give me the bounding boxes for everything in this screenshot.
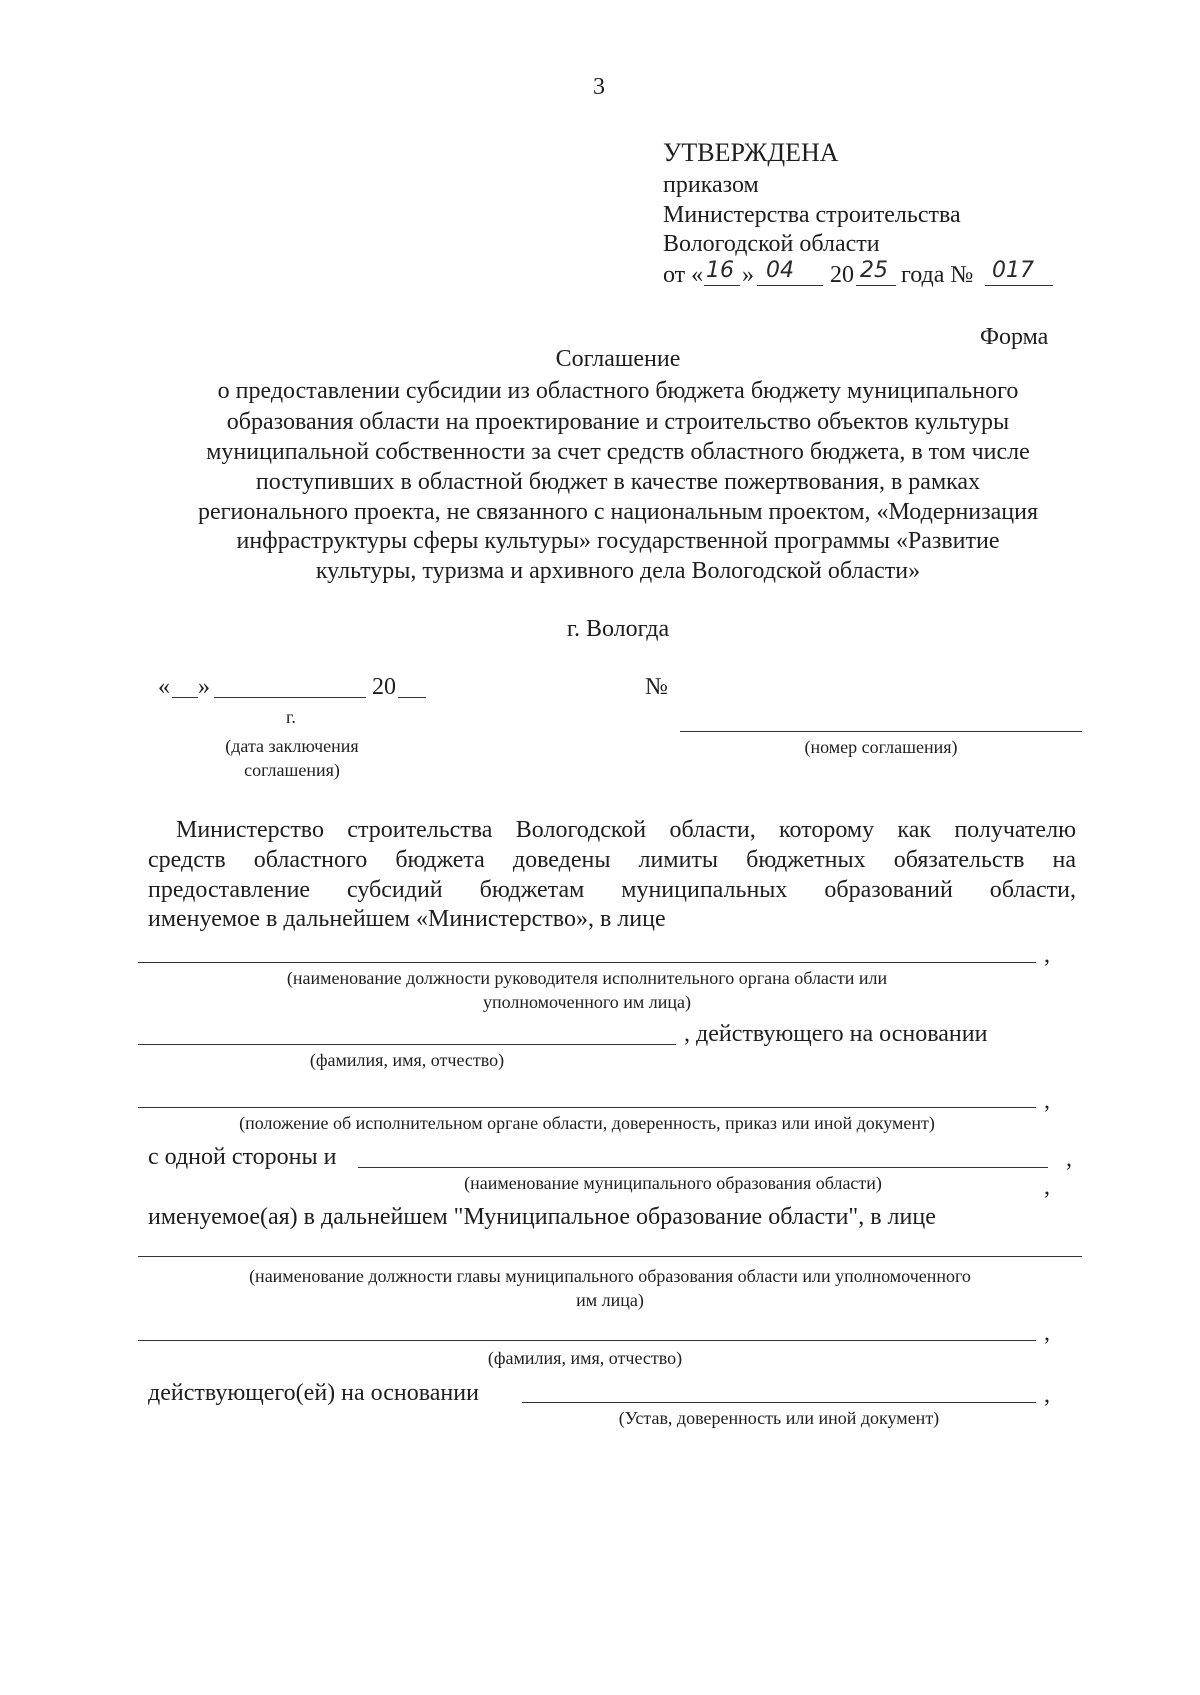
- approval-from-label: от «: [663, 262, 704, 288]
- body-line: Министерство строительства Вологодской области, которому как получателю: [176, 817, 1076, 843]
- approval-title: УТВЕРЖДЕНА: [663, 138, 839, 167]
- comma: ,: [1044, 1088, 1050, 1114]
- fio-blank: [138, 1044, 676, 1045]
- charter-blank: [522, 1402, 1036, 1403]
- position-blank: [138, 962, 1036, 963]
- number-underline: [985, 285, 1053, 286]
- agreement-heading: Соглашение: [555, 346, 681, 372]
- date-open-quote: «: [158, 674, 170, 700]
- agreement-number-blank: [680, 731, 1082, 732]
- acting-on-basis-2: действующего(ей) на основании: [148, 1380, 479, 1406]
- head-position-blank: [138, 1256, 1082, 1257]
- one-side-label: с одной стороны и: [148, 1144, 337, 1170]
- month-handwritten: 04: [766, 258, 794, 283]
- title-line: поступивших в областной бюджет в качестве пожертвования, в рамках: [255, 469, 981, 495]
- date-year-prefix: 20: [372, 674, 396, 700]
- year-handwritten: 25: [860, 258, 888, 283]
- comma: ,: [1044, 942, 1050, 968]
- approval-line-order: приказом: [663, 172, 759, 198]
- charter-caption: (Устав, доверенность или иной документ): [618, 1408, 940, 1428]
- head-fio-blank: [138, 1340, 1036, 1341]
- approval-line-region: Вологодской области: [663, 231, 880, 257]
- year-underline: [856, 285, 896, 286]
- body-line: средств областного бюджета доведены лимиты бюджетных обязательств на: [148, 847, 1076, 873]
- comma: ,: [1044, 1174, 1050, 1200]
- acting-on-basis: , действующего на основании: [684, 1021, 988, 1047]
- head-position-caption: (наименование должности главы муниципального образования области или уполномоченного: [249, 1266, 971, 1286]
- title-line: инфраструктуры сферы культуры» государственной программы «Развитие: [236, 528, 1000, 554]
- body-line: предоставление субсидий бюджетам муниципальных образований области,: [148, 877, 1076, 903]
- fio-caption: (фамилия, имя, отчество): [309, 1050, 505, 1070]
- comma: ,: [1066, 1146, 1072, 1172]
- city: г. Вологда: [566, 616, 670, 642]
- number-caption: (номер соглашения): [804, 737, 958, 757]
- approval-year-label: года №: [901, 262, 974, 288]
- title-line: о предоставлении субсидии из областного бюджета бюджету муниципального: [217, 378, 1019, 404]
- comma: ,: [1044, 1382, 1050, 1408]
- number-symbol: №: [645, 674, 668, 700]
- head-fio-caption: (фамилия, имя, отчество): [487, 1348, 683, 1368]
- document-blank: [138, 1107, 1036, 1108]
- title-line: регионального проекта, не связанного с национальным проектом, «Модернизация: [197, 499, 1038, 525]
- approval-quote-close: »: [742, 262, 754, 288]
- order-number-handwritten: 017: [992, 258, 1034, 283]
- date-year-suffix: г.: [286, 707, 296, 727]
- title-line: муниципальной собственности за счет средств областного бюджета, в том числе: [206, 439, 1030, 465]
- date-close-quote: »: [198, 674, 210, 700]
- approval-year-prefix: 20: [830, 262, 854, 288]
- page-number: 3: [593, 74, 605, 100]
- document-caption: (положение об исполнительном органе области, доверенность, приказ или иной документ): [239, 1113, 935, 1133]
- position-caption: уполномоченного им лица): [482, 992, 692, 1012]
- form-label: Форма: [980, 324, 1049, 350]
- body-line: именуемое в дальнейшем «Министерство», в лице: [148, 906, 666, 932]
- date-month-blank: [214, 697, 366, 698]
- municipality-caption: (наименование муниципального образования области): [464, 1173, 882, 1193]
- title-line: образования области на проектирование и строительство объектов культуры: [226, 409, 1010, 435]
- date-day-blank: [172, 697, 198, 698]
- day-handwritten: 16: [706, 258, 734, 283]
- day-underline: [704, 285, 740, 286]
- position-caption: (наименование должности руководителя исполнительного органа области или: [286, 968, 888, 988]
- date-caption: (дата заключения: [225, 736, 359, 756]
- comma: ,: [1044, 1320, 1050, 1346]
- head-position-caption: им лица): [576, 1290, 644, 1310]
- title-line: культуры, туризма и архивного дела Вологодской области»: [315, 558, 921, 584]
- named-municipality: именуемое(ая) в дальнейшем "Муниципальное образование области", в лице: [148, 1204, 936, 1230]
- date-caption: соглашения): [244, 760, 340, 780]
- month-underline: [757, 285, 823, 286]
- date-year-blank: [398, 697, 426, 698]
- municipality-blank: [358, 1167, 1048, 1168]
- approval-line-ministry: Министерства строительства: [663, 202, 961, 228]
